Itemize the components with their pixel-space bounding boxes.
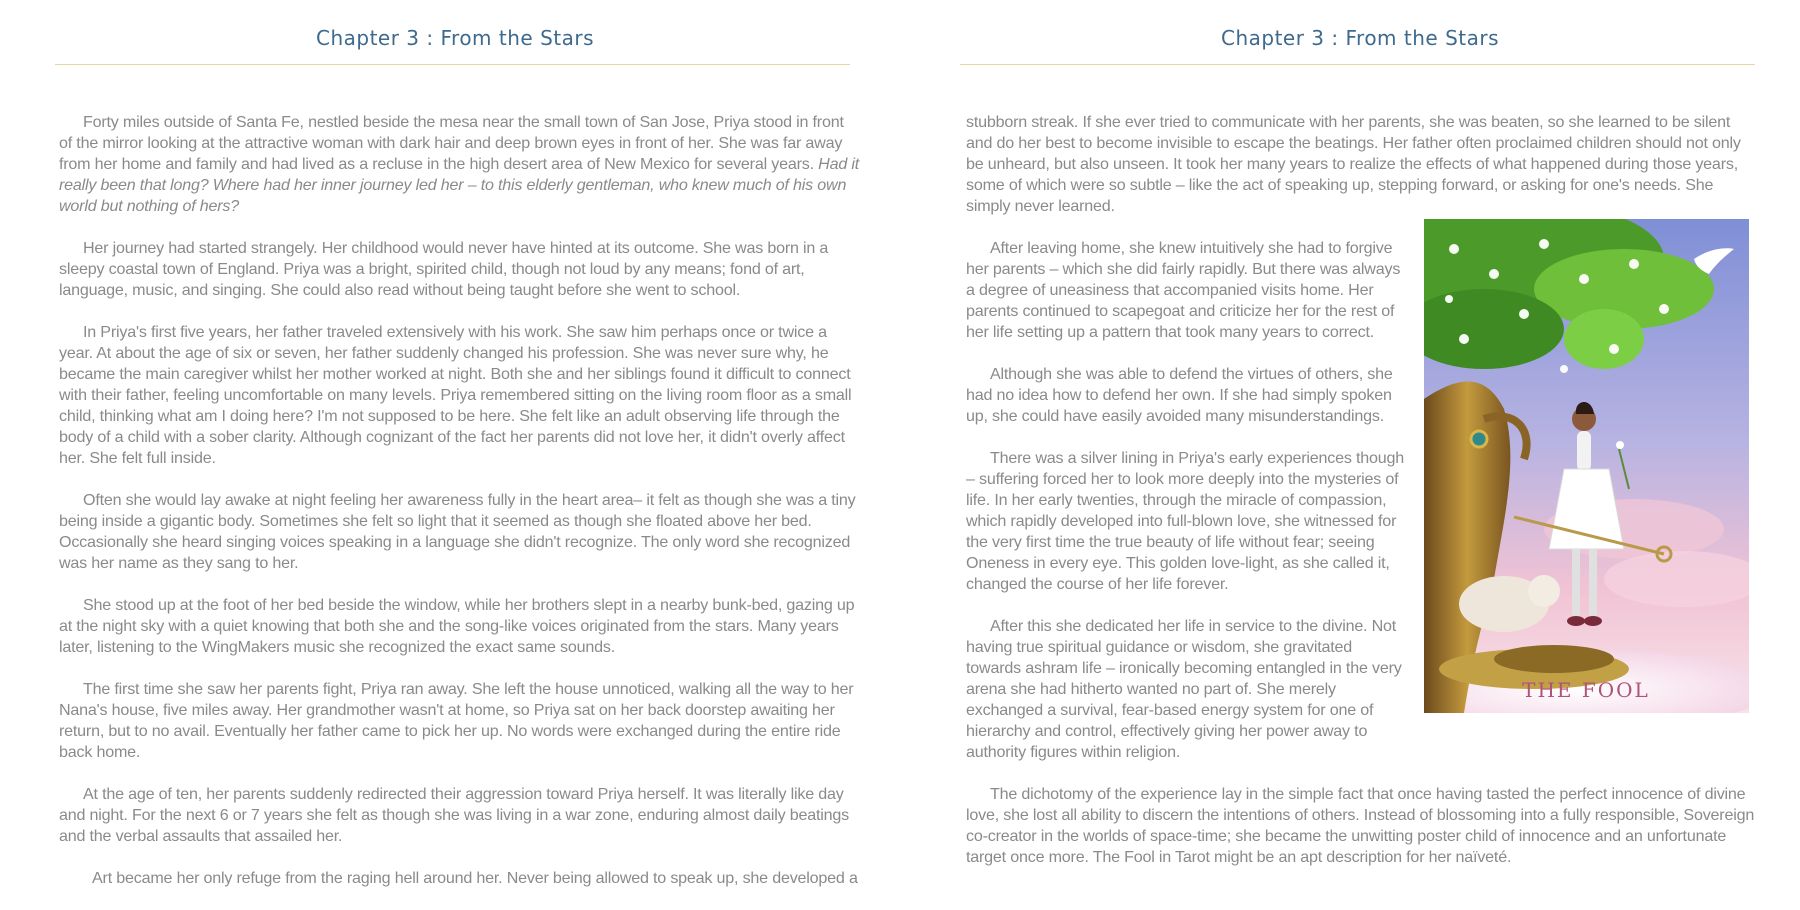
- paragraph: The first time she saw her parents fight, Priya ran away. She left the house unnoticed, walking all the way to her Nana's house, five miles away. Her grandmother wasn't at home, so Priya sat on her back doorstep awaiting her return, but to no avail. Eventually her father came to pick her up. No words were exchanged during the entire ride back home.: [59, 680, 854, 761]
- header-rule: [960, 64, 1755, 65]
- paragraph: stubborn streak. If she ever tried to communicate with her parents, she was beaten, so she learned to be silent and do her best to become invisible to escape the beatings. Her father often proclaimed children should not only be unheard, but also unseen. It took her many years to realize the effects of what happened during those years, some of which were so subtle – like the act of speaking up, stepping forward, or asking for one's needs. She simply never learned.: [966, 113, 1741, 215]
- paragraph: Although she was able to defend the virtues of others, she had no idea how to defend her own. If she had simply spoken up, she could have easily avoided many misunderstandings.: [966, 365, 1393, 425]
- paragraph: [59, 112, 859, 217]
- header-rule: [55, 64, 850, 65]
- paragraph: She stood up at the foot of her bed beside the window, while her brothers slept in a nearby bunk-bed, gazing up at the night sky with a quiet knowing that both she and the song-like voices originated from the stars. Many years later, listening to the WingMakers music she recognized the exact same sounds.: [59, 596, 855, 656]
- tarot-caption: THE FOOL: [1522, 678, 1650, 702]
- chapter-header: Chapter 3 : From the Stars: [1220, 26, 1500, 50]
- paragraph: In Priya's first five years, her father traveled extensively with his work. She saw him perhaps once or twice a year. At about the age of six or seven, her father suddenly changed his profession. She was never sure why, he became the main caregiver whilst her mother worked at night. Both she and her siblings found it difficult to connect with their father, feeling uncomfortable on many levels. Priya remembered sitting on the living room floor as a small child, thinking what am I doing here? I'm not supposed to be here. She felt like an adult observing life through the body of a child with a sober clarity. Although cognizant of the fact her parents did not love her, it didn't overly affect her. She felt full inside.: [59, 323, 852, 467]
- tarot-fool-image: [1424, 219, 1749, 713]
- paragraph: After this she dedicated her life in service to the divine. Not having true spiritual guidance or wisdom, she gravitated towards ashram life – ironically becoming entangled in the very arena she had hitherto wanted no part of. She merely exchanged a survival, fear-based energy system for one of hierarchy and control, effectively giving her power away to authority figures within religion.: [966, 617, 1402, 761]
- right-page: [960, 0, 1760, 900]
- paragraph: Art became her only refuge from the raging hell around her. Never being allowed to speak up, she developed a: [92, 869, 858, 887]
- left-page-body: [59, 112, 859, 910]
- paragraph-italic-text: Had it really been that long? Where had her inner journey led her – to this elderly gentleman, who knew much of his own world but nothing of hers?: [59, 155, 859, 215]
- paragraph: After leaving home, she knew intuitively she had to forgive her parents – which she did fairly rapidly. But there was always a degree of uneasiness that accompanied visits home. Her parents continued to scapegoat and criticize her for the rest of her life setting up a pattern that took many years to correct.: [966, 239, 1401, 341]
- tarot-fool-illustration: [1424, 219, 1749, 713]
- paragraph-text: Forty miles outside of Santa Fe, nestled beside the mesa near the small town of San Jose, Priya stood in front of the mirror looking at the attractive woman with dark hair and deep brown eyes in front of her. She was far away from her home and family and had lived as a recluse in the high desert area of New Mexico for several years.: [59, 113, 844, 173]
- left-page: [55, 0, 859, 900]
- paragraph: Her journey had started strangely. Her childhood would never have hinted at its outcome. She was born in a sleepy coastal town of England. Priya was a bright, spirited child, though not loud by any means; fond of art, language, music, and singing. She could also read without being taught before she went to school.: [59, 239, 829, 299]
- paragraph: The dichotomy of the experience lay in the simple fact that once having tasted the perfect innocence of divine love, she lost all ability to discern the intentions of others. Instead of blossoming into a fully responsible, Sovereign co-creator in the worlds of space-time; she became the unwitting poster child of innocence and an unfortunate target once more. The Fool in Tarot might be an apt description for her naïveté.: [966, 785, 1755, 866]
- paragraph: There was a silver lining in Priya's early experiences though – suffering forced her to look more deeply into the mysteries of life. In her early twenties, through the miracle of compassion, which rapidly developed into full-blown love, she witnessed for the very first time the true beauty of life without fear; seeing Oneness in every eye. This golden love-light, as she called it, changed the course of her life forever.: [966, 449, 1404, 593]
- paragraph: At the age of ten, her parents suddenly redirected their aggression toward Priya herself. It was literally like day and night. For the next 6 or 7 years she felt as though she was living in a war zone, enduring almost daily beatings and the verbal assaults that assailed her.: [59, 785, 850, 845]
- chapter-header: Chapter 3 : From the Stars: [315, 26, 595, 50]
- paragraph: Often she would lay awake at night feeling her awareness fully in the heart area– it felt as though she was a tiny being inside a gigantic body. Sometimes she felt so light that it seemed as though she floated above her bed. Occasionally she heard singing voices speaking in a language she didn't recognize. The only word she recognized was her name as they sang to her.: [59, 491, 856, 572]
